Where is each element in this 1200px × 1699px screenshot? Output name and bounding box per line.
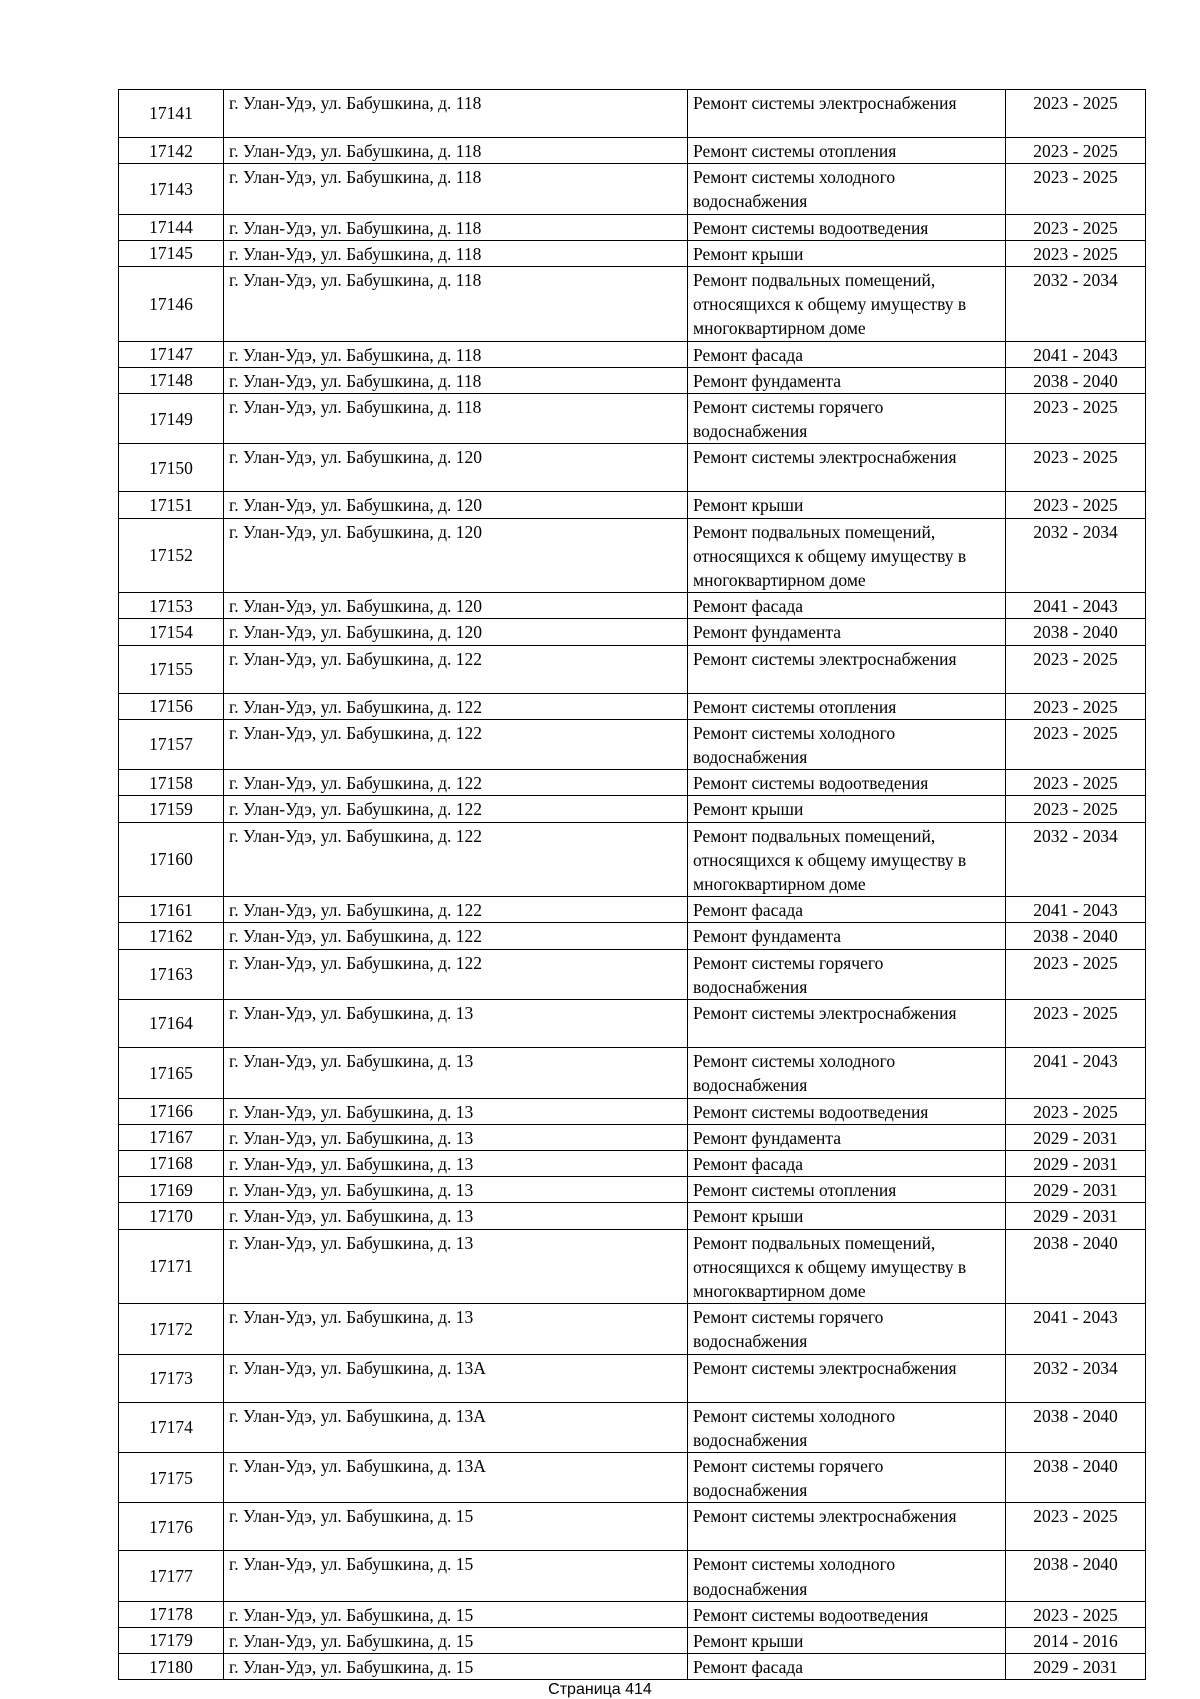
page-number: Страница 414 [548,1681,652,1698]
table-row [119,1503,1146,1551]
row-address-cell: г. Улан-Удэ, ул. Бабушкина, д. 15 [224,1654,688,1680]
row-id-cell: 17165 [119,1048,224,1098]
row-work-cell: Ремонт системы электроснабжения [688,90,1006,138]
row-id-cell: 17148 [119,367,224,393]
row-period-cell: 2038 - 2040 [1006,1452,1146,1502]
row-id-cell: 17152 [119,518,224,593]
row-id-cell: 17174 [119,1402,224,1452]
row-period-cell: 2038 - 2040 [1006,367,1146,393]
table-row [119,492,1146,518]
row-id-cell: 17154 [119,619,224,645]
row-id-cell: 17164 [119,1000,224,1048]
row-id-cell: 17143 [119,164,224,214]
row-address-cell: г. Улан-Удэ, ул. Бабушкина, д. 122 [224,693,688,719]
table-row [119,796,1146,822]
row-id-cell: 17161 [119,897,224,923]
row-address-cell: г. Улан-Удэ, ул. Бабушкина, д. 118 [224,267,688,342]
row-address-cell: г. Улан-Удэ, ул. Бабушкина, д. 120 [224,619,688,645]
table-row [119,518,1146,593]
row-address-cell: г. Улан-Удэ, ул. Бабушкина, д. 120 [224,593,688,619]
row-period-cell: 2029 - 2031 [1006,1654,1146,1680]
row-period-cell: 2041 - 2043 [1006,341,1146,367]
row-address-cell: г. Улан-Удэ, ул. Бабушкина, д. 118 [224,214,688,240]
row-address-cell: г. Улан-Удэ, ул. Бабушкина, д. 120 [224,518,688,593]
row-period-cell: 2041 - 2043 [1006,1048,1146,1098]
table-row [119,619,1146,645]
row-period-cell: 2023 - 2025 [1006,1601,1146,1627]
row-period-cell: 2038 - 2040 [1006,923,1146,949]
row-work-cell: Ремонт крыши [688,1203,1006,1229]
row-period-cell: 2023 - 2025 [1006,770,1146,796]
row-id-cell: 17157 [119,719,224,769]
table-row [119,923,1146,949]
row-address-cell: г. Улан-Удэ, ул. Бабушкина, д. 122 [224,897,688,923]
row-id-cell: 17142 [119,138,224,164]
row-work-cell: Ремонт системы горячего водоснабжения [688,394,1006,444]
table-row [119,1402,1146,1452]
table-row [119,240,1146,266]
row-period-cell: 2029 - 2031 [1006,1124,1146,1150]
row-address-cell: г. Улан-Удэ, ул. Бабушкина, д. 13А [224,1452,688,1502]
row-id-cell: 17144 [119,214,224,240]
row-period-cell: 2023 - 2025 [1006,719,1146,769]
table-row [119,367,1146,393]
row-period-cell: 2032 - 2034 [1006,822,1146,897]
table-row [119,1452,1146,1502]
table-row [119,214,1146,240]
table-row [119,949,1146,999]
row-work-cell: Ремонт системы холодного водоснабжения [688,1048,1006,1098]
row-work-cell: Ремонт фасада [688,1150,1006,1176]
row-id-cell: 17162 [119,923,224,949]
row-address-cell: г. Улан-Удэ, ул. Бабушкина, д. 13 [224,1304,688,1354]
row-address-cell: г. Улан-Удэ, ул. Бабушкина, д. 122 [224,796,688,822]
row-id-cell: 17178 [119,1601,224,1627]
table-row [119,90,1146,138]
row-id-cell: 17170 [119,1203,224,1229]
row-id-cell: 17163 [119,949,224,999]
row-work-cell: Ремонт системы водоотведения [688,770,1006,796]
row-id-cell: 17167 [119,1124,224,1150]
row-address-cell: г. Улан-Удэ, ул. Бабушкина, д. 122 [224,645,688,693]
row-period-cell: 2032 - 2034 [1006,518,1146,593]
table-row [119,138,1146,164]
row-work-cell: Ремонт подвальных помещений, относящихся к общему имуществу в многоквартирном доме [688,822,1006,897]
row-address-cell: г. Улан-Удэ, ул. Бабушкина, д. 120 [224,444,688,492]
row-id-cell: 17166 [119,1098,224,1124]
row-work-cell: Ремонт фундамента [688,923,1006,949]
row-address-cell: г. Улан-Удэ, ул. Бабушкина, д. 118 [224,240,688,266]
row-work-cell: Ремонт системы холодного водоснабжения [688,719,1006,769]
table-row [119,1048,1146,1098]
row-period-cell: 2023 - 2025 [1006,90,1146,138]
row-address-cell: г. Улан-Удэ, ул. Бабушкина, д. 120 [224,492,688,518]
row-work-cell: Ремонт системы отопления [688,138,1006,164]
row-period-cell: 2038 - 2040 [1006,1551,1146,1601]
row-address-cell: г. Улан-Удэ, ул. Бабушкина, д. 13 [224,1098,688,1124]
row-period-cell: 2038 - 2040 [1006,1229,1146,1304]
row-id-cell: 17149 [119,394,224,444]
row-address-cell: г. Улан-Удэ, ул. Бабушкина, д. 122 [224,822,688,897]
table-row [119,1627,1146,1653]
table-row [119,693,1146,719]
row-work-cell: Ремонт системы водоотведения [688,1601,1006,1627]
table-row [119,164,1146,214]
row-address-cell: г. Улан-Удэ, ул. Бабушкина, д. 13А [224,1402,688,1452]
table-row [119,267,1146,342]
row-work-cell: Ремонт системы электроснабжения [688,1354,1006,1402]
row-address-cell: г. Улан-Удэ, ул. Бабушкина, д. 15 [224,1551,688,1601]
row-address-cell: г. Улан-Удэ, ул. Бабушкина, д. 118 [224,138,688,164]
row-address-cell: г. Улан-Удэ, ул. Бабушкина, д. 118 [224,394,688,444]
row-work-cell: Ремонт фасада [688,897,1006,923]
row-period-cell: 2023 - 2025 [1006,1098,1146,1124]
row-work-cell: Ремонт системы горячего водоснабжения [688,949,1006,999]
row-period-cell: 2023 - 2025 [1006,796,1146,822]
row-work-cell: Ремонт системы электроснабжения [688,1000,1006,1048]
row-period-cell: 2023 - 2025 [1006,492,1146,518]
row-id-cell: 17169 [119,1177,224,1203]
row-work-cell: Ремонт системы горячего водоснабжения [688,1304,1006,1354]
row-period-cell: 2023 - 2025 [1006,693,1146,719]
table-row [119,1177,1146,1203]
table-row [119,1000,1146,1048]
row-id-cell: 17172 [119,1304,224,1354]
row-id-cell: 17150 [119,444,224,492]
row-period-cell: 2032 - 2034 [1006,1354,1146,1402]
row-address-cell: г. Улан-Удэ, ул. Бабушкина, д. 13 [224,1229,688,1304]
table-body [119,90,1146,1680]
table-row [119,1098,1146,1124]
table-row [119,719,1146,769]
table-row [119,1601,1146,1627]
row-work-cell: Ремонт подвальных помещений, относящихся к общему имуществу в многоквартирном доме [688,518,1006,593]
row-address-cell: г. Улан-Удэ, ул. Бабушкина, д. 13 [224,1150,688,1176]
row-work-cell: Ремонт системы горячего водоснабжения [688,1452,1006,1502]
row-period-cell: 2023 - 2025 [1006,949,1146,999]
row-address-cell: г. Улан-Удэ, ул. Бабушкина, д. 15 [224,1627,688,1653]
row-work-cell: Ремонт системы электроснабжения [688,444,1006,492]
row-id-cell: 17173 [119,1354,224,1402]
row-period-cell: 2029 - 2031 [1006,1203,1146,1229]
row-id-cell: 17158 [119,770,224,796]
row-work-cell: Ремонт системы холодного водоснабжения [688,1402,1006,1452]
table-row [119,394,1146,444]
row-period-cell: 2023 - 2025 [1006,240,1146,266]
row-id-cell: 17176 [119,1503,224,1551]
row-period-cell: 2038 - 2040 [1006,1402,1146,1452]
row-work-cell: Ремонт системы отопления [688,1177,1006,1203]
row-id-cell: 17159 [119,796,224,822]
row-period-cell: 2023 - 2025 [1006,214,1146,240]
table-row [119,1654,1146,1680]
table-row [119,593,1146,619]
row-work-cell: Ремонт фасада [688,341,1006,367]
row-period-cell: 2023 - 2025 [1006,138,1146,164]
row-address-cell: г. Улан-Удэ, ул. Бабушкина, д. 15 [224,1503,688,1551]
row-work-cell: Ремонт крыши [688,1627,1006,1653]
row-work-cell: Ремонт системы электроснабжения [688,645,1006,693]
row-period-cell: 2041 - 2043 [1006,1304,1146,1354]
table-row [119,1203,1146,1229]
row-address-cell: г. Улан-Удэ, ул. Бабушкина, д. 118 [224,90,688,138]
row-address-cell: г. Улан-Удэ, ул. Бабушкина, д. 118 [224,367,688,393]
row-address-cell: г. Улан-Удэ, ул. Бабушкина, д. 118 [224,164,688,214]
row-work-cell: Ремонт системы холодного водоснабжения [688,1551,1006,1601]
row-work-cell: Ремонт системы отопления [688,693,1006,719]
row-id-cell: 17145 [119,240,224,266]
row-work-cell: Ремонт фасада [688,1654,1006,1680]
row-address-cell: г. Улан-Удэ, ул. Бабушкина, д. 13 [224,1203,688,1229]
table-row [119,341,1146,367]
row-address-cell: г. Улан-Удэ, ул. Бабушкина, д. 122 [224,770,688,796]
row-work-cell: Ремонт фундамента [688,1124,1006,1150]
table-row [119,897,1146,923]
row-period-cell: 2023 - 2025 [1006,394,1146,444]
row-period-cell: 2023 - 2025 [1006,444,1146,492]
row-work-cell: Ремонт системы холодного водоснабжения [688,164,1006,214]
row-address-cell: г. Улан-Удэ, ул. Бабушкина, д. 122 [224,923,688,949]
row-work-cell: Ремонт системы электроснабжения [688,1503,1006,1551]
row-address-cell: г. Улан-Удэ, ул. Бабушкина, д. 13 [224,1048,688,1098]
row-period-cell: 2032 - 2034 [1006,267,1146,342]
row-id-cell: 17175 [119,1452,224,1502]
row-id-cell: 17146 [119,267,224,342]
row-work-cell: Ремонт фундамента [688,619,1006,645]
table-row [119,1124,1146,1150]
row-id-cell: 17179 [119,1627,224,1653]
repair-schedule-table [118,89,1146,1680]
table-row [119,1551,1146,1601]
table-row [119,770,1146,796]
row-id-cell: 17151 [119,492,224,518]
row-id-cell: 17160 [119,822,224,897]
row-period-cell: 2041 - 2043 [1006,593,1146,619]
table-row [119,1150,1146,1176]
row-address-cell: г. Улан-Удэ, ул. Бабушкина, д. 122 [224,719,688,769]
row-id-cell: 17141 [119,90,224,138]
row-address-cell: г. Улан-Удэ, ул. Бабушкина, д. 122 [224,949,688,999]
row-work-cell: Ремонт крыши [688,240,1006,266]
row-id-cell: 17177 [119,1551,224,1601]
table-row [119,444,1146,492]
table-row [119,1304,1146,1354]
row-work-cell: Ремонт подвальных помещений, относящихся к общему имуществу в многоквартирном доме [688,267,1006,342]
row-id-cell: 17147 [119,341,224,367]
row-id-cell: 17168 [119,1150,224,1176]
table-row [119,645,1146,693]
row-work-cell: Ремонт системы водоотведения [688,214,1006,240]
row-work-cell: Ремонт системы водоотведения [688,1098,1006,1124]
row-id-cell: 17171 [119,1229,224,1304]
table-row [119,1229,1146,1304]
row-period-cell: 2029 - 2031 [1006,1177,1146,1203]
row-period-cell: 2014 - 2016 [1006,1627,1146,1653]
row-id-cell: 17153 [119,593,224,619]
row-work-cell: Ремонт крыши [688,796,1006,822]
row-address-cell: г. Улан-Удэ, ул. Бабушкина, д. 15 [224,1601,688,1627]
row-id-cell: 17156 [119,693,224,719]
row-address-cell: г. Улан-Удэ, ул. Бабушкина, д. 13 [224,1177,688,1203]
row-period-cell: 2023 - 2025 [1006,1503,1146,1551]
row-address-cell: г. Улан-Удэ, ул. Бабушкина, д. 13А [224,1354,688,1402]
table-row [119,822,1146,897]
row-id-cell: 17180 [119,1654,224,1680]
row-id-cell: 17155 [119,645,224,693]
row-period-cell: 2023 - 2025 [1006,645,1146,693]
row-address-cell: г. Улан-Удэ, ул. Бабушкина, д. 13 [224,1124,688,1150]
row-address-cell: г. Улан-Удэ, ул. Бабушкина, д. 13 [224,1000,688,1048]
row-work-cell: Ремонт фундамента [688,367,1006,393]
row-work-cell: Ремонт фасада [688,593,1006,619]
row-period-cell: 2023 - 2025 [1006,1000,1146,1048]
row-address-cell: г. Улан-Удэ, ул. Бабушкина, д. 118 [224,341,688,367]
row-work-cell: Ремонт крыши [688,492,1006,518]
row-period-cell: 2023 - 2025 [1006,164,1146,214]
row-period-cell: 2038 - 2040 [1006,619,1146,645]
row-period-cell: 2029 - 2031 [1006,1150,1146,1176]
table-row [119,1354,1146,1402]
row-work-cell: Ремонт подвальных помещений, относящихся к общему имуществу в многоквартирном доме [688,1229,1006,1304]
row-period-cell: 2041 - 2043 [1006,897,1146,923]
